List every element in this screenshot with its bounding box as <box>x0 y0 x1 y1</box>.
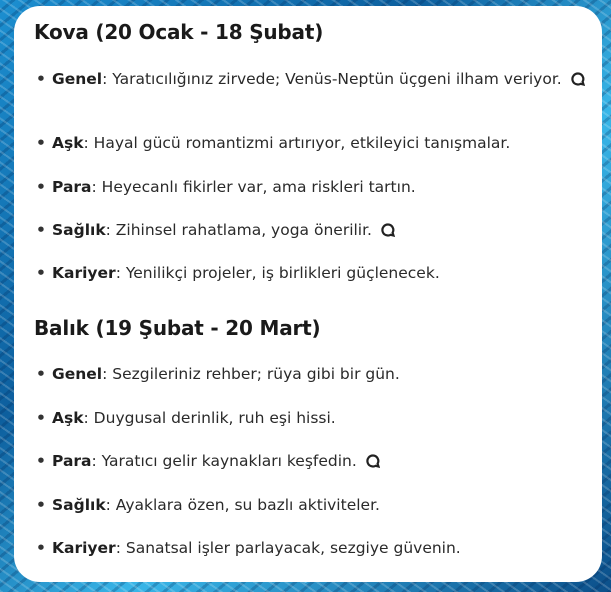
list-item <box>34 363 588 407</box>
item-key: Sağlık <box>52 496 106 514</box>
kova-list <box>34 68 588 292</box>
item-key: Para <box>52 452 92 470</box>
list-item <box>34 450 588 494</box>
item-text: : Duygusal derinlik, ruh eşi hissi. <box>83 409 336 427</box>
bullet: • <box>36 365 46 383</box>
chat-icon[interactable] <box>571 72 585 86</box>
item-text: : Heyecanlı fikirler var, ama riskleri tartın. <box>91 178 416 196</box>
item-key: Aşk <box>52 409 84 427</box>
item-key: Aşk <box>52 134 84 152</box>
chat-icon[interactable] <box>366 454 380 468</box>
item-text: : Zihinsel rahatlama, yoga önerilir. <box>105 221 372 239</box>
balik-list <box>34 363 588 567</box>
list-item <box>34 68 588 132</box>
item-text: : Yaratıcılığınız zirvede; Venüs-Neptün üçgeni ilham veriyor. <box>102 70 562 88</box>
item-key: Sağlık <box>52 221 106 239</box>
bullet: • <box>36 134 46 152</box>
item-text: : Hayal gücü romantizmi artırıyor, etkileyici tanışmalar. <box>83 134 511 152</box>
item-text: : Sanatsal işler parlayacak, sezgiye güvenin. <box>115 539 461 557</box>
bullet: • <box>36 70 46 88</box>
list-item <box>34 407 588 450</box>
item-key: Para <box>52 178 92 196</box>
list-item <box>34 494 588 537</box>
item-text: : Yenilikçi projeler, iş birlikleri güçlenecek. <box>115 264 440 282</box>
list-item <box>34 132 588 176</box>
section-title-balik: Balık (19 Şubat - 20 Mart) <box>34 316 321 340</box>
item-key: Kariyer <box>52 264 116 282</box>
bullet: • <box>36 178 46 196</box>
item-text: : Ayaklara özen, su bazlı aktiviteler. <box>105 496 380 514</box>
item-text: : Sezgileriniz rehber; rüya gibi bir gün. <box>102 365 400 383</box>
list-item <box>34 537 588 567</box>
list-item <box>34 262 588 292</box>
bullet: • <box>36 452 46 470</box>
bullet: • <box>36 221 46 239</box>
bullet: • <box>36 409 46 427</box>
content-card <box>14 6 602 582</box>
item-key: Genel <box>52 70 103 88</box>
item-key: Genel <box>52 365 103 383</box>
list-item <box>34 176 588 219</box>
item-key: Kariyer <box>52 539 116 557</box>
bullet: • <box>36 539 46 557</box>
chat-icon[interactable] <box>381 223 395 237</box>
item-text: : Yaratıcı gelir kaynakları keşfedin. <box>91 452 357 470</box>
section-title-kova: Kova (20 Ocak - 18 Şubat) <box>34 20 324 44</box>
bullet: • <box>36 264 46 282</box>
bullet: • <box>36 496 46 514</box>
list-item <box>34 219 588 262</box>
